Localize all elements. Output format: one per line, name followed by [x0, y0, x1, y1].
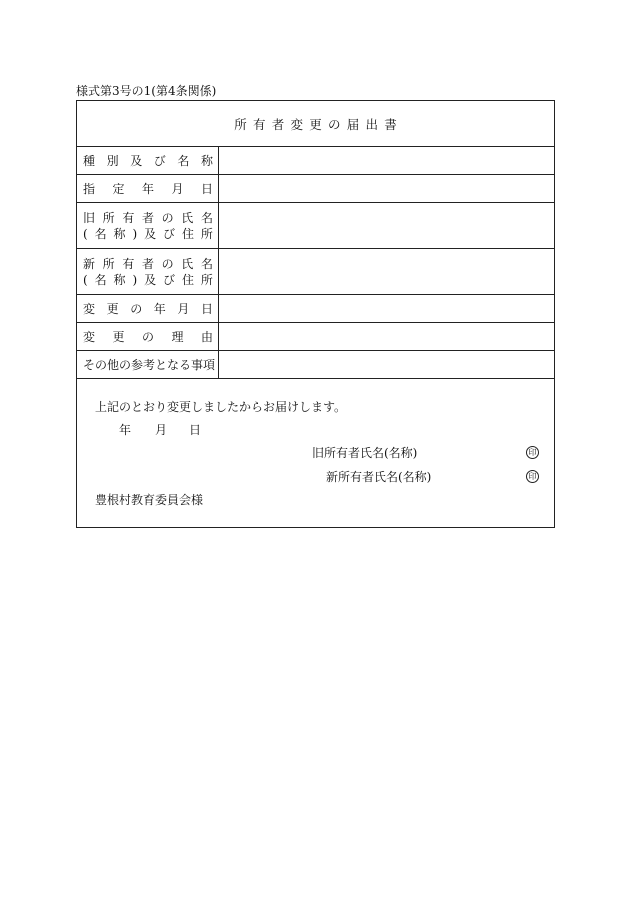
label-char: 更 — [112, 329, 125, 344]
label-char: ) — [132, 226, 138, 241]
row-change-date — [77, 295, 554, 323]
form-code: 様式第3号の1(第4条関係) — [76, 84, 217, 98]
label-char: 称 — [113, 226, 126, 241]
row-label — [77, 249, 219, 294]
label-char: 称 — [200, 153, 213, 168]
date-day: 日 — [189, 423, 202, 437]
label-char: 年 — [153, 301, 166, 316]
label-char: ( — [83, 226, 88, 241]
new-owner-field[interactable] — [219, 249, 554, 294]
label-char: 氏 — [181, 210, 194, 225]
row-other-references — [77, 351, 554, 379]
label-char: 旧 — [83, 210, 96, 225]
date-year: 年 — [119, 423, 132, 437]
label-char: 名 — [94, 272, 107, 287]
other-references-field[interactable] — [219, 351, 554, 378]
old-owner-signature-label: 旧所有者氏名(名称) — [312, 446, 418, 460]
label-char: 有 — [122, 256, 135, 271]
label-char: 定 — [112, 181, 125, 196]
notification-form — [76, 100, 555, 528]
label-line — [83, 181, 213, 197]
label-line — [83, 357, 216, 373]
row-new-owner — [77, 249, 554, 295]
label-char: 所 — [102, 256, 115, 271]
type-and-name-field[interactable] — [219, 147, 554, 174]
label-line — [83, 210, 213, 226]
label-char: 者 — [141, 256, 154, 271]
label-char: 名 — [200, 256, 213, 271]
label-char: び — [163, 226, 176, 241]
label-line — [83, 301, 213, 317]
label-char: 及 — [144, 272, 157, 287]
label-char: 種 — [83, 153, 96, 168]
seal-icon: 印 — [526, 446, 539, 459]
change-reason-field[interactable] — [219, 323, 554, 350]
label-char: 所 — [200, 272, 213, 287]
label-line — [83, 153, 213, 169]
old-owner-field[interactable] — [219, 203, 554, 248]
label-char: 新 — [83, 256, 96, 271]
label-char: 称 — [113, 272, 126, 287]
label-char: 名 — [177, 153, 190, 168]
label-char: 年 — [141, 181, 154, 196]
label-char: 月 — [177, 301, 190, 316]
label-char: の — [141, 329, 154, 344]
row-label — [77, 295, 219, 322]
date-month: 月 — [155, 423, 168, 437]
label-char: 由 — [200, 329, 213, 344]
label-char: 所 — [200, 226, 213, 241]
label-char: び — [153, 153, 166, 168]
addressee: 豊根村教育委員会様 — [95, 493, 204, 507]
row-label — [77, 323, 219, 350]
label-char: の — [161, 210, 174, 225]
label-char: 更 — [106, 301, 119, 316]
row-old-owner — [77, 203, 554, 249]
row-designation-date — [77, 175, 554, 203]
label-char: び — [163, 272, 176, 287]
label-char: 有 — [122, 210, 135, 225]
label-char: の — [161, 256, 174, 271]
designation-date-field[interactable] — [219, 175, 554, 202]
form-title: 所有者変更の届出書 — [77, 101, 554, 147]
declaration-text: 上記のとおり変更しましたからお届けします。 — [95, 400, 347, 414]
row-type-and-name — [77, 147, 554, 175]
new-owner-signature-label: 新所有者氏名(名称) — [326, 470, 432, 484]
label-line — [83, 256, 213, 272]
label-char: 変 — [83, 329, 96, 344]
label-line — [83, 272, 213, 288]
label-line — [83, 329, 213, 345]
change-date-field[interactable] — [219, 295, 554, 322]
label-char: 氏 — [181, 256, 194, 271]
label-char: 日 — [200, 181, 213, 196]
label-char: 及 — [144, 226, 157, 241]
label-char: 名 — [200, 210, 213, 225]
row-label — [77, 351, 219, 378]
label-char: 日 — [200, 301, 213, 316]
label-char: 住 — [181, 226, 194, 241]
label-char: 者 — [141, 210, 154, 225]
label-line — [83, 226, 213, 242]
label-char: 指 — [83, 181, 96, 196]
row-change-reason — [77, 323, 554, 351]
label-char: の — [130, 301, 143, 316]
label-char: 及 — [130, 153, 143, 168]
label-char: 住 — [181, 272, 194, 287]
label-char: 名 — [94, 226, 107, 241]
row-label — [77, 147, 219, 174]
row-label — [77, 203, 219, 248]
label-char: 所 — [102, 210, 115, 225]
label-char: 理 — [171, 329, 184, 344]
label-char: 月 — [171, 181, 184, 196]
label-char: 変 — [83, 301, 96, 316]
seal-icon: 印 — [526, 470, 539, 483]
label-char: ( — [83, 272, 88, 287]
label-char: その他の参考となる事項 — [83, 357, 216, 372]
label-char: 別 — [106, 153, 119, 168]
row-label — [77, 175, 219, 202]
label-char: ) — [132, 272, 138, 287]
